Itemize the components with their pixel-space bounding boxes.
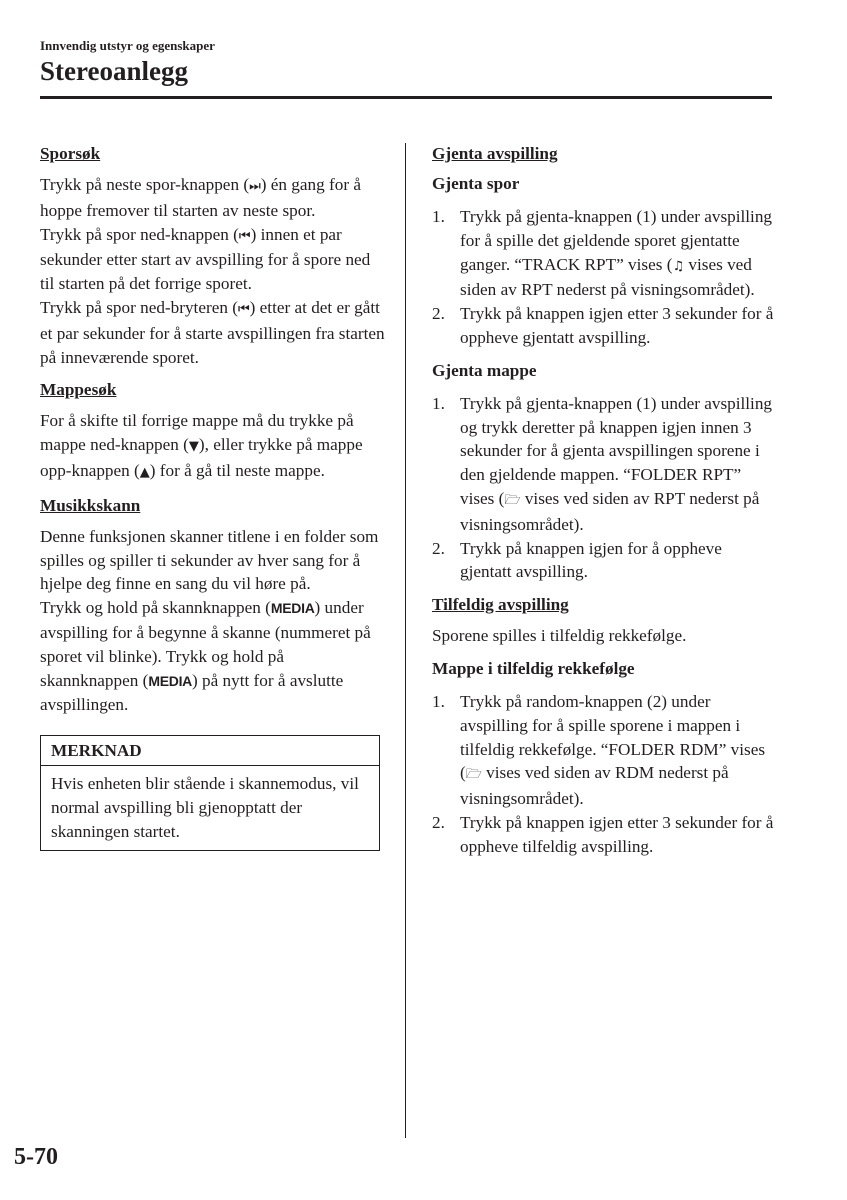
folder-icon: 🗁	[504, 492, 521, 508]
section-heading-gjenta-avspilling: Gjenta avspilling	[432, 144, 558, 163]
subheading-gjenta-spor: Gjenta spor	[432, 174, 520, 193]
previous-track-icon: ⏮	[237, 301, 250, 317]
list-number: 1.	[432, 207, 445, 226]
paragraph	[40, 296, 385, 369]
previous-track-icon: ⏮	[238, 228, 251, 244]
section-heading-tilfeldig-avspilling: Tilfeldig avspilling	[432, 595, 569, 615]
next-track-icon: ⏭	[249, 179, 261, 194]
paragraph	[40, 596, 385, 717]
list-number: 2.	[432, 538, 445, 558]
paragraph-text: ) for å gå til neste mappe.	[149, 460, 325, 480]
list-item	[432, 690, 777, 811]
list-text: Trykk på knappen igjen etter 3 sekunder for å oppheve gjentatt avspilling.	[460, 304, 774, 347]
down-triangle-icon: ▼	[188, 439, 199, 455]
paragraph-text: ) innen et par sekunder etter start av avspilling for å spore ned til starten på det forrige sporet.	[40, 224, 371, 294]
folder-icon: 🗁	[465, 767, 482, 783]
note-box	[40, 735, 380, 850]
list-text: vises ved siden av RDM nederst på visningsområdet).	[460, 763, 729, 809]
paragraph-text: ), eller trykke på mappe opp-knappen (	[40, 435, 363, 480]
paragraph: Denne funksjonen skanner titlene i en folder som spilles og spiller ti sekunder av hver sang for å hjelpe deg finne en sang du vil høre på.	[40, 526, 379, 594]
list-number: 2.	[432, 812, 445, 832]
left-column	[40, 143, 385, 851]
numbered-list	[432, 690, 777, 859]
list-item	[432, 205, 777, 302]
header-section-label: Innvendig utstyr og egenskaper	[40, 38, 215, 53]
paragraph-text: Trykk og hold på skannknappen (	[40, 598, 271, 618]
paragraph-text: For å skifte til forrige mappe må du trykke på mappe ned-knappen (	[40, 411, 354, 455]
paragraph-text: ) etter at det er gått et par sekunder for å starte avspillingen fra starten på inneværende sporet.	[40, 297, 385, 367]
media-button-label: MEDIA	[148, 672, 192, 689]
list-item	[432, 392, 777, 537]
list-text: Trykk på random-knappen (2) under avspilling for å spille sporene i mappen i tilfeldig rekkefølge. “FOLDER RDM” vises (	[460, 691, 766, 783]
section-heading-musikkskann: Musikkskann	[40, 495, 141, 515]
section-heading-sporsok: Sporsøk	[40, 144, 101, 163]
media-button-label: MEDIA	[270, 600, 315, 617]
section-heading-mappesok: Mappesøk	[40, 380, 117, 400]
page-title: Stereoanlegg	[40, 56, 188, 86]
paragraph-text: ) under avspilling for å begynne å skanne (nummeret på sporet vil blinke). Trykk og hold på skannknappen (	[40, 598, 371, 690]
list-text: vises ved siden av RPT nederst på visningsområdet).	[460, 254, 755, 300]
list-item	[432, 811, 777, 859]
list-item	[432, 302, 777, 350]
subheading-mappe-tilfeldig: Mappe i tilfeldig rekkefølge	[432, 658, 635, 678]
note-body: Hvis enheten blir stående i skannemodus, vil normal avspilling bli gjenopptatt der skanningen startet.	[51, 774, 359, 841]
list-text: Trykk på knappen igjen for å oppheve gjentatt avspilling.	[460, 538, 722, 582]
page-number: 5-70	[14, 1144, 58, 1170]
paragraph	[40, 223, 385, 296]
list-number: 2.	[432, 304, 445, 324]
numbered-list	[432, 392, 777, 584]
numbered-list	[432, 205, 777, 350]
paragraph-text: Trykk på neste spor-knappen (	[40, 175, 250, 194]
list-number: 1.	[432, 393, 445, 413]
column-divider	[405, 143, 406, 1138]
paragraph: Sporene spilles i tilfeldig rekkefølge.	[432, 626, 687, 646]
music-note-icon: ♫	[672, 258, 685, 274]
paragraph-text: ) én gang for å hoppe fremover til starten av neste spor.	[40, 175, 361, 220]
paragraph-text: Trykk på spor ned-knappen (	[40, 224, 239, 244]
right-column	[432, 143, 777, 869]
up-triangle-icon: ▲	[139, 464, 150, 480]
list-text: Trykk på knappen igjen etter 3 sekunder for å oppheve tilfeldig avspilling.	[460, 812, 774, 856]
paragraph	[40, 409, 385, 484]
subheading-gjenta-mappe: Gjenta mappe	[432, 360, 537, 380]
paragraph	[40, 173, 385, 223]
list-text: Trykk på gjenta-knappen (1) under avspilling og trykk deretter på knappen igjen innen 3 sekunder for å gjenta avspillingen sporene i den gjeldende mappen. “FOLDER RPT” vises (	[460, 393, 773, 508]
list-item	[432, 537, 777, 585]
list-number: 1.	[432, 691, 445, 711]
paragraph-text: Trykk på spor ned-bryteren (	[40, 297, 238, 317]
list-text: Trykk på gjenta-knappen (1) under avspilling for å spille det gjeldende sporet gjentatte ganger. “TRACK RPT” vises (	[460, 207, 773, 274]
note-heading: MERKNAD	[41, 736, 379, 766]
paragraph-text: ) på nytt for å avslutte avspillingen.	[40, 670, 344, 715]
header-rule	[40, 96, 772, 99]
list-text: vises ved siden av RPT nederst på visningsområdet).	[460, 488, 760, 534]
